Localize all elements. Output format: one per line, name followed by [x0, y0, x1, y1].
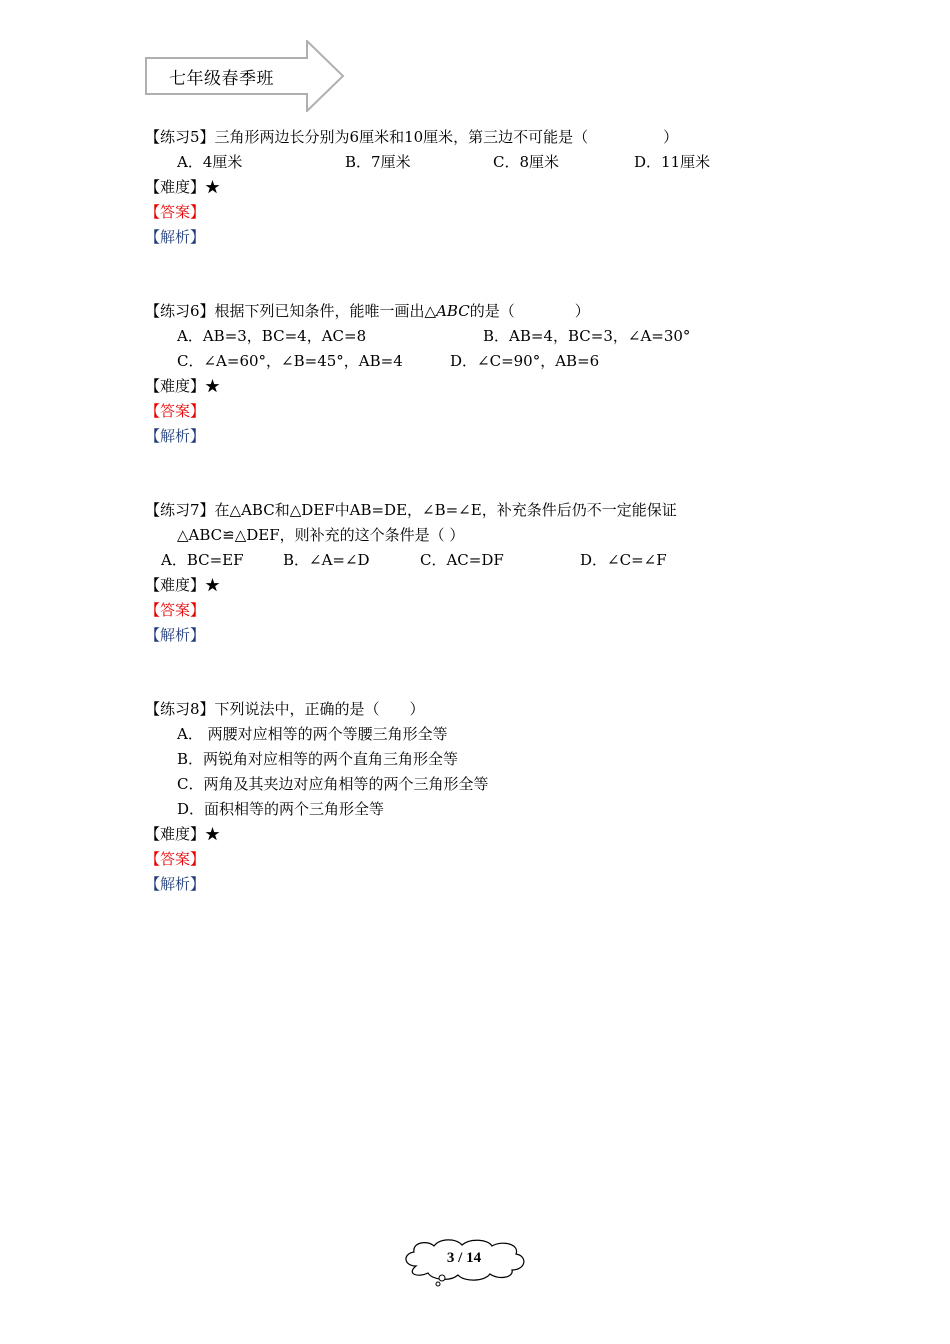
exercise-5-option-d: D．11厘米: [634, 153, 711, 171]
exercise-7-analysis-label: 【解析】: [145, 626, 206, 644]
exercise-7-answer-label: 【答案】: [145, 601, 206, 619]
exercise-8-option-b: B．两锐角对应相等的两个直角三角形全等: [177, 750, 459, 768]
exercise-7-option-c: C．AC=DF: [420, 551, 504, 569]
star-icon: ★: [205, 825, 221, 843]
exercise-8-option-c: C．两角及其夹边对应角相等的两个三角形全等: [177, 775, 489, 793]
exercise-6-question: 【练习6】根据下列已知条件，能唯一画出△ABC的是（ ）: [145, 302, 590, 320]
exercise-8-question: 【练习8】下列说法中，正确的是（ ）: [145, 700, 425, 718]
exercise-6-option-b: B．AB=4，BC=3，∠A=30°: [483, 327, 691, 345]
exercise-5-option-c: C．8厘米: [493, 153, 560, 171]
exercise-8-option-a: A． 两腰对应相等的两个等腰三角形全等: [177, 725, 448, 743]
star-icon: ★: [205, 178, 221, 196]
exercise-8-difficulty: 【难度】★: [145, 825, 221, 843]
exercise-7-question-continued: △ABC≌△DEF，则补充的这个条件是（ ）: [177, 526, 465, 544]
page-footer: [398, 1236, 530, 1288]
star-icon: ★: [205, 576, 221, 594]
exercise-5-question: 【练习5】三角形两边长分别为6厘米和10厘米，第三边不可能是（ ）: [145, 128, 679, 146]
exercise-5-option-a: A．4厘米: [177, 153, 243, 171]
page-number: 3 / 14: [446, 1250, 482, 1266]
exercise-7-option-d: D．∠C=∠F: [580, 551, 667, 569]
exercise-6-analysis-label: 【解析】: [145, 427, 206, 445]
exercise-6-option-d: D．∠C=90°，AB=6: [450, 352, 600, 370]
exercise-6-difficulty: 【难度】★: [145, 377, 221, 395]
star-icon: ★: [205, 377, 221, 395]
header-banner: [145, 40, 345, 112]
exercise-7-option-b: B．∠A=∠D: [283, 551, 370, 569]
exercise-6-option-c: C．∠A=60°，∠B=45°，AB=4: [177, 352, 403, 370]
exercise-7-option-a: A．BC=EF: [161, 551, 244, 569]
exercise-7-difficulty: 【难度】★: [145, 576, 221, 594]
exercise-5-option-b: B．7厘米: [345, 153, 411, 171]
exercise-5-difficulty: 【难度】★: [145, 178, 221, 196]
exercise-8-option-d: D．面积相等的两个三角形全等: [177, 800, 385, 818]
banner-title: 七年级春季班: [169, 69, 274, 89]
exercise-7-question: 【练习7】在△ABC和△DEF中AB=DE，∠B=∠E，补充条件后仍不一定能保证: [145, 501, 677, 519]
exercise-8-analysis-label: 【解析】: [145, 875, 206, 893]
exercise-6-option-a: A．AB=3，BC=4，AC=8: [177, 327, 367, 345]
exercise-6-answer-label: 【答案】: [145, 402, 206, 420]
exercise-8-answer-label: 【答案】: [145, 850, 206, 868]
exercise-5-analysis-label: 【解析】: [145, 228, 206, 246]
exercise-5-answer-label: 【答案】: [145, 203, 206, 221]
